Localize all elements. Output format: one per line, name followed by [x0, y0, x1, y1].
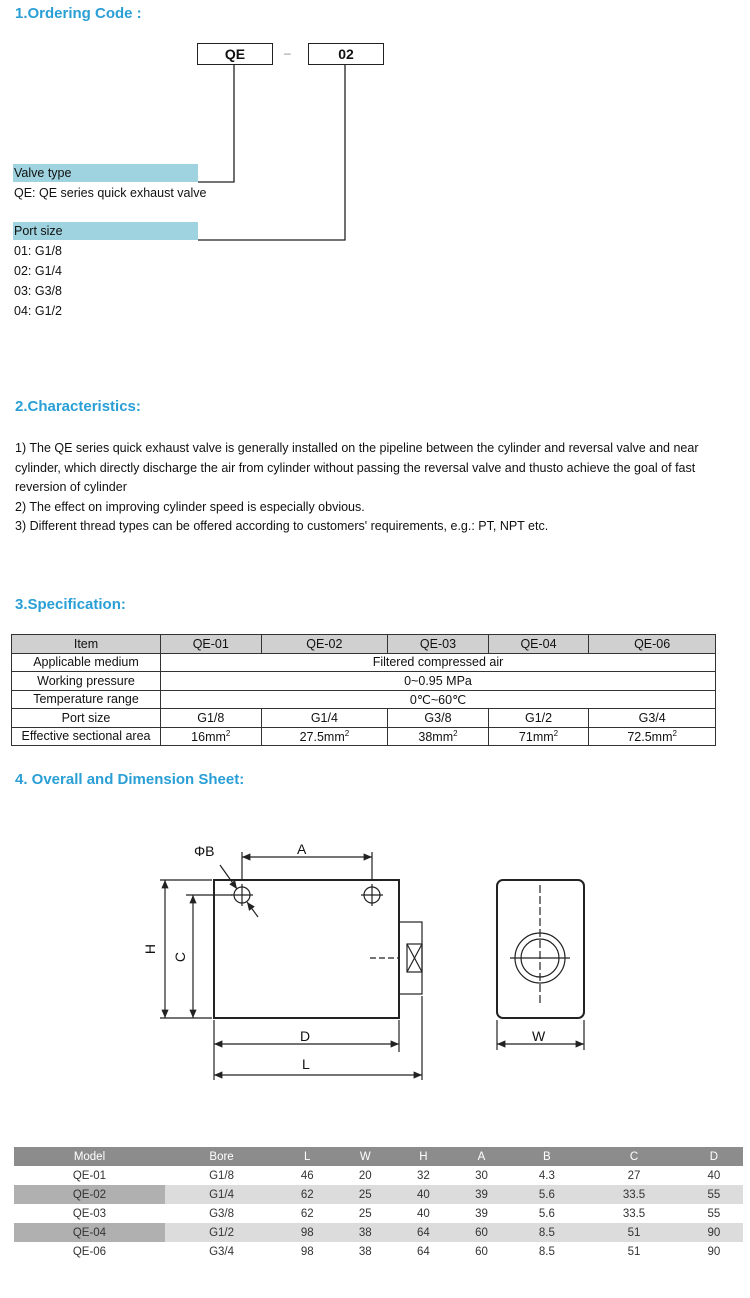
- cell-value: G1/8: [161, 709, 262, 728]
- table-cell: 90: [707, 1245, 721, 1258]
- table-cell: 39: [475, 1207, 488, 1220]
- header-cell: L: [278, 1147, 336, 1166]
- port-size-option: 03: G3/8: [14, 284, 62, 298]
- table-cell: QE-03: [72, 1207, 107, 1220]
- table-cell: 62: [278, 1185, 336, 1204]
- table-cell: 33.5: [622, 1207, 646, 1220]
- cell-value: G1/4: [261, 709, 388, 728]
- table-row: [12, 653, 716, 672]
- table-cell: G3/8: [209, 1207, 235, 1220]
- table-cell: 39: [452, 1185, 510, 1204]
- table-row: [14, 1166, 743, 1185]
- table-cell: G1/8: [209, 1169, 235, 1182]
- table-cell: 98: [300, 1245, 314, 1258]
- code-dash: –: [284, 46, 291, 60]
- row-label: Port size: [12, 709, 161, 728]
- table-cell: 5.6: [511, 1185, 584, 1204]
- cell-value: 0~0.95 MPa: [161, 672, 716, 691]
- cell-value: $16mm^2$: [161, 727, 262, 746]
- table-cell: 4.3: [538, 1169, 555, 1182]
- valve-type-label: Valve type: [14, 166, 72, 180]
- table-cell: G1/2: [165, 1223, 278, 1242]
- header-cell: C: [583, 1147, 685, 1166]
- table-cell: 51: [583, 1223, 685, 1242]
- table-row: [12, 672, 716, 691]
- header-cell: D: [685, 1147, 743, 1166]
- row-label: Effective sectional area: [12, 727, 161, 746]
- table-cell: 46: [300, 1169, 314, 1182]
- table-row: [14, 1185, 743, 1204]
- characteristic-item: 3) Different thread types can be offered according to customers' requirements, e.g.: PT, NPT etc.: [15, 519, 549, 533]
- table-cell: 27: [627, 1169, 641, 1182]
- section-heading-dimension: 4. Overall and Dimension Sheet:: [15, 771, 245, 788]
- table-cell: 5.6: [538, 1207, 555, 1220]
- table-cell: 40: [707, 1169, 721, 1182]
- cell-value: $72.5mm^2$: [589, 727, 716, 746]
- table-cell: 40: [417, 1207, 430, 1220]
- header-cell: QE-02: [261, 635, 388, 654]
- cell-value: $27.5mm^2$: [261, 727, 388, 746]
- characteristics-text: [15, 439, 743, 537]
- header-cell: A: [452, 1147, 510, 1166]
- characteristic-item: 1) The QE series quick exhaust valve is generally installed on the pipeline between the cylinder and reversal valve and near cylinder, which directly discharge the air from cylinder without passing the reversal valve and thusto achieve the goal of fast reversion of cylinder: [15, 441, 699, 494]
- header-cell: W: [336, 1147, 394, 1166]
- table-row: [12, 727, 716, 746]
- characteristic-item: 2) The effect on improving cylinder speed is especially obvious.: [15, 499, 365, 514]
- table-cell: 51: [627, 1245, 641, 1258]
- table-row: [12, 709, 716, 728]
- table-cell: 20: [358, 1169, 372, 1182]
- dimension-table: [14, 1147, 743, 1261]
- label-h: H: [142, 943, 159, 955]
- specification-table: [11, 634, 716, 746]
- label-phi-b: ΦB: [194, 843, 215, 859]
- table-cell: 38: [336, 1223, 394, 1242]
- table-cell: 8.5: [511, 1223, 584, 1242]
- header-cell: QE-06: [589, 635, 716, 654]
- header-cell: QE-04: [488, 635, 589, 654]
- table-row: [14, 1223, 743, 1242]
- table-cell: G3/4: [209, 1245, 235, 1258]
- header-cell: B: [511, 1147, 584, 1166]
- header-cell: H: [394, 1147, 452, 1166]
- header-cell: QE-01: [161, 635, 262, 654]
- table-cell: 25: [358, 1207, 372, 1220]
- header-cell: Bore: [165, 1147, 278, 1166]
- section-heading-ordering: 1.Ordering Code :: [15, 5, 142, 22]
- table-row: [14, 1242, 743, 1261]
- port-size-label: Port size: [14, 224, 63, 238]
- label-d: D: [300, 1028, 311, 1044]
- table-header-row: [12, 635, 716, 654]
- table-cell: 40: [394, 1185, 452, 1204]
- table-cell: QE-04: [14, 1223, 165, 1242]
- table-cell: 55: [707, 1207, 721, 1220]
- table-header-row: [14, 1147, 743, 1166]
- table-cell: QE-01: [72, 1169, 107, 1182]
- code-part-series: QE: [197, 43, 273, 65]
- section-heading-characteristics: 2.Characteristics:: [15, 398, 141, 415]
- cell-value: $38mm^2$: [388, 727, 489, 746]
- table-cell: 38: [358, 1245, 372, 1258]
- table-row: [14, 1204, 743, 1223]
- label-c: C: [172, 951, 189, 963]
- header-cell: Model: [14, 1147, 165, 1166]
- cell-value: G3/4: [589, 709, 716, 728]
- table-cell: QE-06: [72, 1245, 107, 1258]
- table-cell: 30: [475, 1169, 488, 1182]
- port-size-option: 02: G1/4: [14, 264, 62, 278]
- table-cell: 98: [278, 1223, 336, 1242]
- table-cell: QE-02: [14, 1185, 165, 1204]
- table-cell: 8.5: [538, 1245, 555, 1258]
- cell-value: G3/8: [388, 709, 489, 728]
- dimension-drawing: [0, 830, 750, 1090]
- code-part-port: 02: [308, 43, 384, 65]
- label-a: A: [297, 841, 307, 857]
- port-size-option: 01: G1/8: [14, 244, 62, 258]
- table-cell: 64: [394, 1223, 452, 1242]
- table-cell: 60: [452, 1223, 510, 1242]
- table-row: [12, 690, 716, 709]
- header-cell: Item: [12, 635, 161, 654]
- header-cell: QE-03: [388, 635, 489, 654]
- cell-value: G1/2: [488, 709, 589, 728]
- section-heading-specification: 3.Specification:: [15, 596, 126, 613]
- row-label: Applicable medium: [12, 653, 161, 672]
- label-l: L: [302, 1056, 310, 1072]
- cell-value: $71mm^2$: [488, 727, 589, 746]
- table-cell: 62: [300, 1207, 314, 1220]
- label-w: W: [532, 1028, 546, 1044]
- table-cell: 55: [685, 1185, 743, 1204]
- cell-value: 0℃~60℃: [161, 690, 716, 709]
- table-cell: 33.5: [583, 1185, 685, 1204]
- table-cell: 32: [417, 1169, 430, 1182]
- row-label: Temperature range: [12, 690, 161, 709]
- valve-type-desc: QE: QE series quick exhaust valve: [14, 186, 207, 200]
- cell-value: Filtered compressed air: [161, 653, 716, 672]
- ordering-connector-lines: [0, 0, 750, 260]
- table-cell: G1/4: [165, 1185, 278, 1204]
- table-cell: 60: [475, 1245, 488, 1258]
- table-cell: 25: [336, 1185, 394, 1204]
- table-cell: 90: [685, 1223, 743, 1242]
- table-cell: 64: [417, 1245, 430, 1258]
- port-size-option: 04: G1/2: [14, 304, 62, 318]
- row-label: Working pressure: [12, 672, 161, 691]
